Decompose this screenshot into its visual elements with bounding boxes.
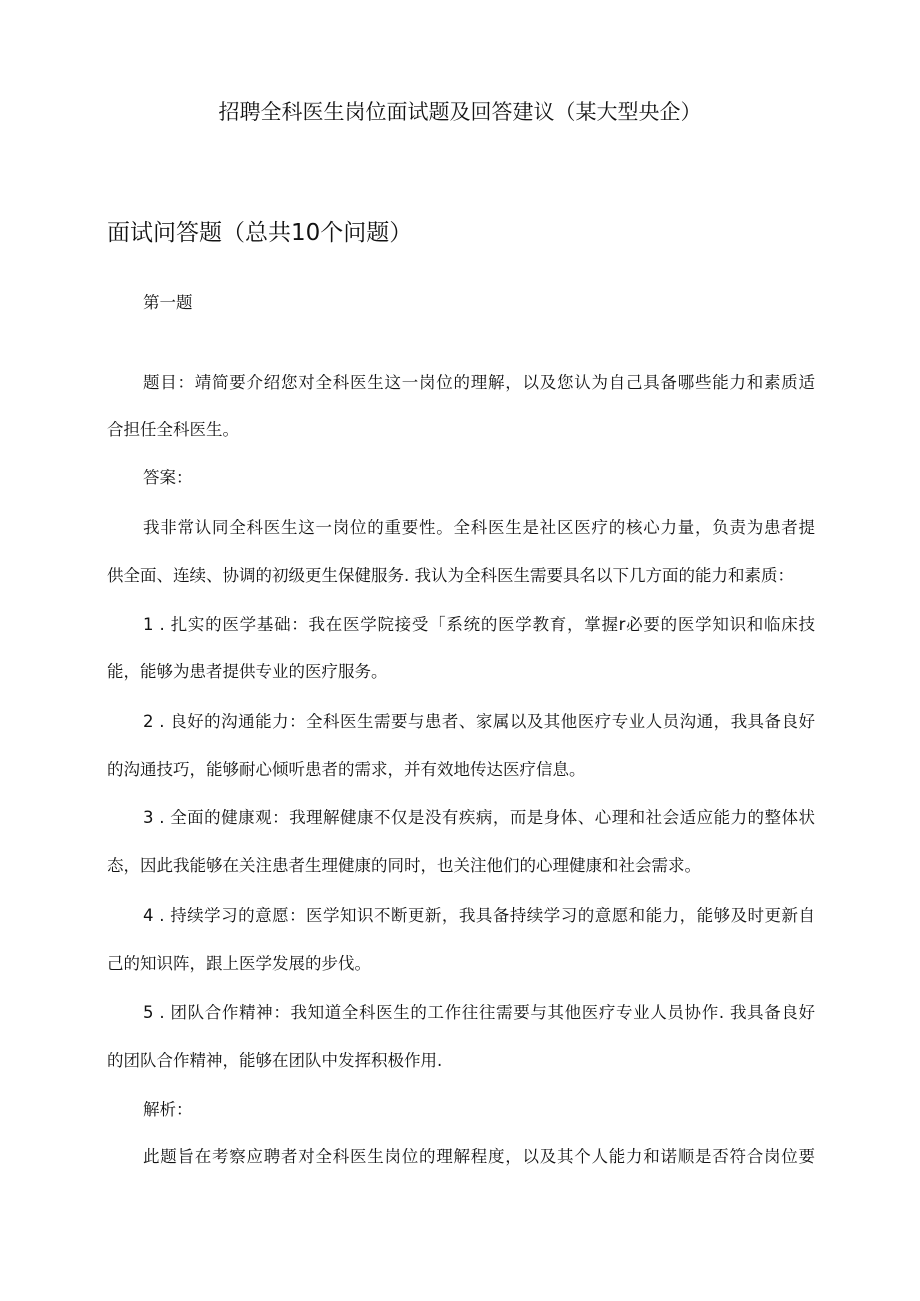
paragraph-line: 第一题	[143, 293, 193, 312]
paragraph-line: 5 . 团队合作精神：我知道全科医生的工作往往需要与其他医疗专业人员协作. 我具备良好	[143, 1003, 815, 1022]
paragraph-line: 3 . 全面的健康观：我理解健康不仅是没有疾病，而是身体、心理和社会适应能力的整体状	[143, 808, 815, 827]
paragraph-line: 2 . 良好的沟通能力：全科医生需要与患者、家属以及其他医疗专业人员沟通，我具备良好	[143, 712, 815, 731]
paragraph-line: 此题旨在考察应聘者对全科医生岗位的理解程度，以及其个人能力和诺顺是否符合岗位要	[143, 1147, 815, 1166]
paragraph-continuation: 己的知识阵，跟上医学发展的步伐。	[107, 954, 371, 973]
document-title: 招聘全科医生岗位面试题及回答建议（某大型央企）	[218, 100, 702, 124]
paragraph-continuation: 供全面、连续、协调的初级更生保健服务. 我认为全科医生需要具名以下几方面的能力和素质：	[107, 566, 794, 585]
paragraph-line: 答案：	[143, 468, 193, 487]
section-heading: 面试问答题（总共10个问题）	[107, 220, 413, 246]
paragraph-line: 解析：	[143, 1100, 193, 1119]
paragraph-continuation: 的团队合作精神，能够在团队中发挥积极作用.	[107, 1051, 443, 1070]
paragraph-line: 4 . 持续学习的意愿：医学知识不断更新，我具备持续学习的意愿和能力，能够及时更新自	[143, 906, 815, 925]
paragraph-continuation: 态，因此我能够在关注患者生理健康的同时，也关注他们的心理健康和社会需求。	[107, 856, 701, 875]
paragraph-line: 题目：靖简要介绍您对全科医生这一岗位的理解，以及您认为自己具备哪些能力和素质适	[143, 373, 815, 392]
paragraph-line: 我非常认同全科医生这一岗位的重要性。全科医生是社区医疗的核心力量，负责为患者提	[143, 518, 815, 537]
paragraph-continuation: 的沟通技巧，能够耐心倾听患者的需求，并有效地传达医疗信息。	[107, 760, 586, 779]
paragraph-line: 1 . 扎实的医学基础：我在医学院接受「系统的医学教育，掌握r必要的医学知识和临床技	[143, 615, 815, 634]
paragraph-continuation: 合担任全科医生。	[107, 420, 239, 439]
paragraph-continuation: 能，能够为患者提供专业的医疗服务。	[107, 662, 388, 681]
